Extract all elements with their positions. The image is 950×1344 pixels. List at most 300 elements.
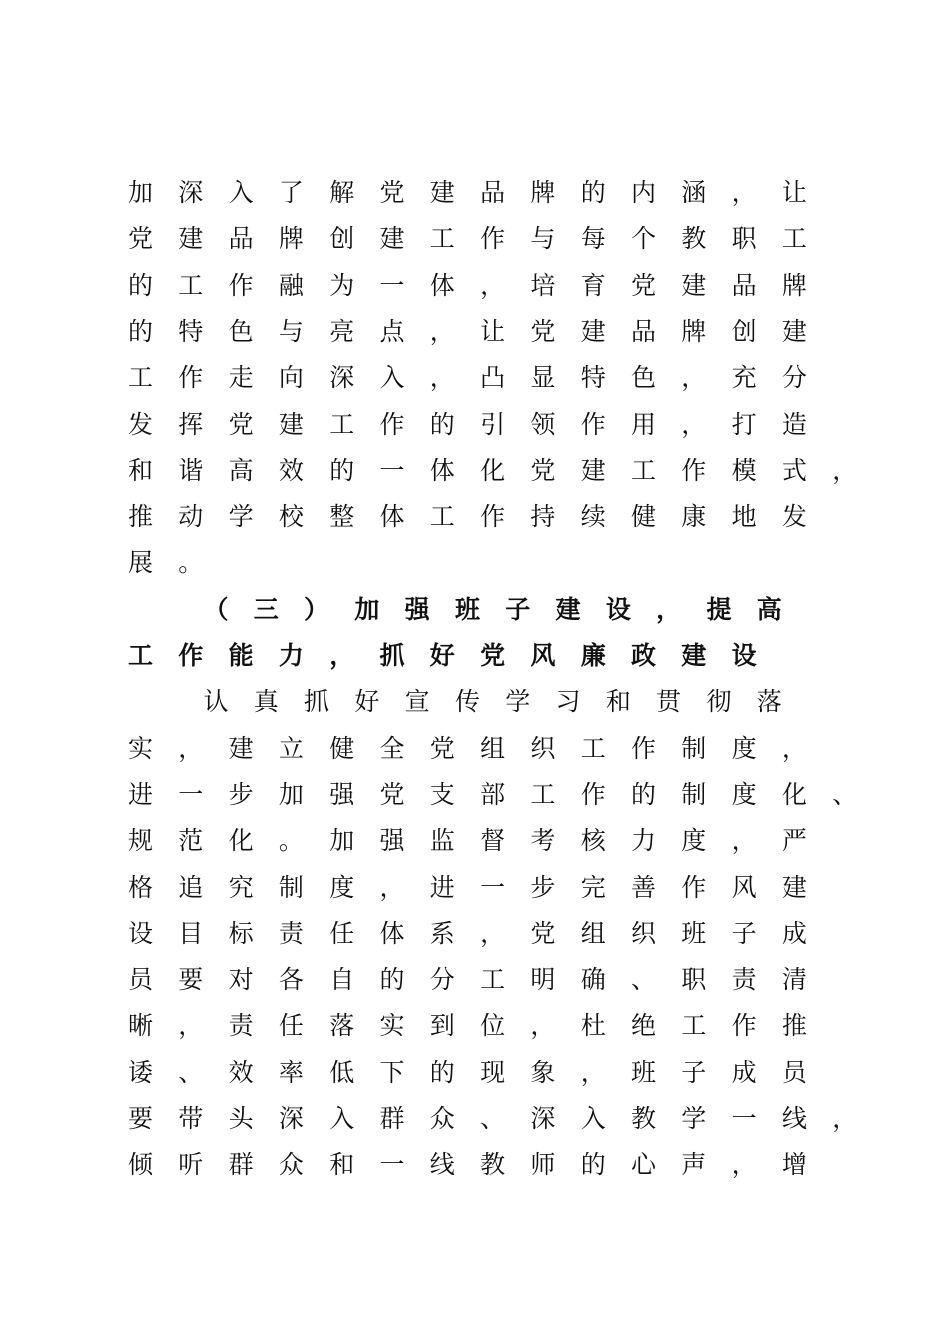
character: 建 — [580, 316, 606, 346]
character: 工 — [429, 224, 455, 254]
character: 位 — [480, 1011, 506, 1041]
character: 效 — [228, 1057, 254, 1087]
character: 动 — [178, 502, 204, 532]
character: 众 — [278, 1150, 304, 1180]
character: 特 — [580, 363, 606, 393]
character: 深 — [530, 1104, 556, 1133]
character: 和 — [605, 687, 631, 717]
character: 全 — [379, 733, 405, 763]
paragraph-line — [128, 494, 888, 540]
character: 学 — [681, 1104, 707, 1133]
character: 建 — [178, 224, 204, 254]
character: 班 — [681, 918, 707, 948]
character: 力 — [631, 826, 657, 856]
paragraph-line — [128, 726, 888, 772]
character: 抓 — [379, 641, 405, 670]
character: 设 — [128, 918, 154, 948]
character: 率 — [278, 1057, 304, 1087]
character: 倾 — [128, 1150, 154, 1180]
character: ， — [580, 1057, 606, 1087]
character: 度 — [681, 826, 707, 856]
character: 入 — [580, 1104, 606, 1133]
character: （ — [203, 594, 229, 624]
character: 织 — [530, 733, 556, 763]
paragraph-line — [128, 402, 888, 448]
character: 成 — [781, 918, 807, 948]
character: 心 — [631, 1150, 657, 1180]
character: 作 — [178, 363, 204, 393]
character: 众 — [429, 1104, 455, 1133]
character: 色 — [228, 316, 254, 346]
character: 好 — [354, 687, 380, 717]
character: ， — [530, 1011, 556, 1041]
character: 每 — [580, 224, 606, 254]
character: 清 — [781, 965, 807, 995]
character: 风 — [731, 872, 757, 902]
character: 进 — [128, 779, 154, 809]
character: 织 — [631, 918, 657, 948]
character: 色 — [631, 363, 657, 393]
character: 的 — [580, 1150, 606, 1180]
character: 的 — [631, 779, 657, 809]
character: 康 — [681, 502, 707, 532]
paragraph-line — [128, 911, 888, 957]
character: 增 — [781, 1150, 807, 1180]
character: 工 — [580, 733, 606, 763]
character: ， — [731, 826, 757, 856]
section-heading-line — [128, 633, 888, 679]
character: 了 — [278, 178, 304, 207]
character: 特 — [178, 316, 204, 346]
character: 深 — [178, 178, 204, 207]
character: 线 — [781, 1104, 807, 1133]
paragraph-line — [128, 818, 888, 864]
character: 工 — [429, 502, 455, 532]
character: 亮 — [329, 316, 355, 346]
character: 能 — [228, 641, 254, 670]
character: 好 — [429, 641, 455, 670]
character: 让 — [781, 178, 807, 207]
character: 员 — [781, 1057, 807, 1087]
character: 党 — [128, 224, 154, 254]
character: 建 — [278, 409, 304, 439]
character: 制 — [681, 779, 707, 809]
character: 善 — [631, 872, 657, 902]
character: 校 — [278, 502, 304, 532]
character: 力 — [278, 641, 304, 670]
character: 为 — [329, 270, 355, 300]
character: ， — [480, 270, 506, 300]
character: 牌 — [278, 224, 304, 254]
paragraph-line — [128, 448, 888, 494]
character: 、 — [832, 779, 858, 809]
character: 标 — [228, 918, 254, 948]
character: 。 — [178, 548, 204, 578]
character: 造 — [781, 409, 807, 439]
character: 党 — [530, 918, 556, 948]
character: 绝 — [631, 1011, 657, 1041]
character: 教 — [681, 224, 707, 254]
character: 子 — [681, 1057, 707, 1087]
character: 走 — [228, 363, 254, 393]
character: 班 — [454, 594, 480, 624]
character: 牌 — [530, 178, 556, 207]
paragraph-line — [128, 540, 888, 586]
character: 牌 — [781, 270, 807, 300]
character: 点 — [379, 316, 405, 346]
character: 习 — [555, 687, 581, 717]
character: 向 — [278, 363, 304, 393]
character: 一 — [178, 779, 204, 809]
section-heading-line — [128, 587, 888, 633]
character: 传 — [454, 687, 480, 717]
character: 入 — [228, 178, 254, 207]
character: 任 — [278, 1011, 304, 1041]
character: 现 — [480, 1057, 506, 1087]
character: 群 — [228, 1150, 254, 1180]
character: 显 — [530, 363, 556, 393]
character: 格 — [128, 872, 154, 902]
character: 强 — [329, 779, 355, 809]
character: 一 — [379, 1150, 405, 1180]
character: 风 — [530, 641, 556, 670]
character: 育 — [580, 270, 606, 300]
paragraph-line — [128, 1142, 888, 1188]
character: 续 — [580, 502, 606, 532]
character: 低 — [329, 1057, 355, 1087]
character: 的 — [429, 409, 455, 439]
character: 持 — [530, 502, 556, 532]
character: ， — [781, 733, 807, 763]
character: 宣 — [404, 687, 430, 717]
character: 核 — [580, 826, 606, 856]
character: 党 — [631, 270, 657, 300]
character: 责 — [278, 918, 304, 948]
character: 杜 — [580, 1011, 606, 1041]
character: 员 — [128, 965, 154, 995]
character: 建 — [681, 270, 707, 300]
character: 的 — [580, 178, 606, 207]
character: 立 — [278, 733, 304, 763]
character: 完 — [580, 872, 606, 902]
character: 解 — [329, 178, 355, 207]
character: 、 — [178, 1057, 204, 1087]
character: 发 — [781, 502, 807, 532]
character: 打 — [731, 409, 757, 439]
character: 下 — [379, 1057, 405, 1087]
character: 培 — [530, 270, 556, 300]
character: 制 — [681, 733, 707, 763]
character: 子 — [505, 594, 531, 624]
character: 度 — [731, 779, 757, 809]
character: 工 — [681, 1011, 707, 1041]
character: 深 — [278, 1104, 304, 1133]
character: 分 — [781, 363, 807, 393]
character: 一 — [379, 455, 405, 485]
character: 规 — [128, 826, 154, 856]
character: 督 — [480, 826, 506, 856]
character: ， — [178, 733, 204, 763]
character: 头 — [228, 1104, 254, 1133]
character: 诿 — [128, 1057, 154, 1087]
character: 作 — [580, 409, 606, 439]
character: 职 — [731, 224, 757, 254]
character: 党 — [530, 316, 556, 346]
character: ， — [329, 641, 355, 670]
paragraph-line — [128, 309, 888, 355]
character: 进 — [429, 872, 455, 902]
character: 发 — [128, 409, 154, 439]
character: 加 — [354, 594, 380, 624]
character: 化 — [228, 826, 254, 856]
character: 入 — [329, 1104, 355, 1133]
character: 作 — [178, 641, 204, 670]
character: 组 — [480, 733, 506, 763]
character: 推 — [128, 502, 154, 532]
character: 抓 — [304, 687, 330, 717]
character: 工 — [128, 641, 154, 670]
character: 整 — [329, 502, 355, 532]
character: 一 — [731, 1104, 757, 1133]
character: 学 — [228, 502, 254, 532]
character: 对 — [228, 965, 254, 995]
character: 加 — [278, 779, 304, 809]
character: 监 — [429, 826, 455, 856]
character: 个 — [631, 224, 657, 254]
character: 象 — [530, 1057, 556, 1087]
character: 引 — [480, 409, 506, 439]
character: 效 — [278, 455, 304, 485]
character: 自 — [329, 965, 355, 995]
character: 工 — [329, 409, 355, 439]
character: ， — [731, 1150, 757, 1180]
character: 品 — [228, 224, 254, 254]
character: 、 — [480, 1104, 506, 1133]
character: 认 — [203, 687, 229, 717]
character: 作 — [681, 455, 707, 485]
character: 一 — [379, 270, 405, 300]
character: 和 — [128, 455, 154, 485]
character: 实 — [379, 1011, 405, 1041]
character: 建 — [429, 178, 455, 207]
character: 工 — [781, 224, 807, 254]
character: 让 — [480, 316, 506, 346]
character: 步 — [530, 872, 556, 902]
character: 工 — [530, 779, 556, 809]
character: 廉 — [580, 641, 606, 670]
character: 建 — [379, 224, 405, 254]
character: 与 — [278, 316, 304, 346]
character: 目 — [178, 918, 204, 948]
character: 工 — [178, 270, 204, 300]
character: 和 — [329, 1150, 355, 1180]
character: ， — [656, 594, 682, 624]
character: 党 — [530, 455, 556, 485]
character: 度 — [731, 733, 757, 763]
character: ， — [832, 1104, 858, 1133]
character: 步 — [228, 779, 254, 809]
character: 班 — [631, 1057, 657, 1087]
character: ， — [681, 409, 707, 439]
character: 内 — [631, 178, 657, 207]
character: 考 — [530, 826, 556, 856]
character: ， — [832, 455, 858, 485]
character: ， — [178, 1011, 204, 1041]
character: 实 — [128, 733, 154, 763]
character: 建 — [580, 455, 606, 485]
character: ） — [304, 594, 330, 624]
character: 一 — [480, 872, 506, 902]
character: 创 — [731, 316, 757, 346]
character: 作 — [681, 872, 707, 902]
character: 的 — [379, 965, 405, 995]
character: 强 — [379, 826, 405, 856]
character: 作 — [480, 224, 506, 254]
character: ， — [480, 918, 506, 948]
character: 、 — [631, 965, 657, 995]
character: 体 — [429, 270, 455, 300]
character: 学 — [505, 687, 531, 717]
character: 子 — [731, 918, 757, 948]
character: 任 — [329, 918, 355, 948]
paragraph-line — [128, 170, 888, 216]
character: 加 — [128, 178, 154, 207]
character: 党 — [480, 641, 506, 670]
paragraph-line — [128, 355, 888, 401]
character: 建 — [555, 594, 581, 624]
character: 体 — [379, 918, 405, 948]
character: 追 — [178, 872, 204, 902]
character: 建 — [681, 641, 707, 670]
paragraph-line — [128, 1003, 888, 1049]
character: 牌 — [681, 316, 707, 346]
character: 推 — [781, 1011, 807, 1041]
character: 确 — [580, 965, 606, 995]
paragraph-line — [128, 1096, 888, 1142]
character: 涵 — [681, 178, 707, 207]
character: 的 — [329, 455, 355, 485]
character: 彻 — [706, 687, 732, 717]
character: 师 — [530, 1150, 556, 1180]
character: 党 — [429, 733, 455, 763]
character: 政 — [631, 641, 657, 670]
character: 要 — [128, 1104, 154, 1133]
character: 作 — [631, 733, 657, 763]
character: 高 — [756, 594, 782, 624]
character: 成 — [731, 1057, 757, 1087]
character: 贯 — [656, 687, 682, 717]
character: 党 — [379, 178, 405, 207]
character: 。 — [278, 826, 304, 856]
character: 体 — [379, 502, 405, 532]
character: 工 — [631, 455, 657, 485]
paragraph-line — [128, 679, 888, 725]
character: 品 — [731, 270, 757, 300]
paragraph-line — [128, 263, 888, 309]
character: 充 — [731, 363, 757, 393]
character: 真 — [253, 687, 279, 717]
character: ， — [681, 363, 707, 393]
character: 支 — [429, 779, 455, 809]
character: 范 — [178, 826, 204, 856]
character: 党 — [379, 779, 405, 809]
character: 严 — [781, 826, 807, 856]
character: 加 — [329, 826, 355, 856]
character: 到 — [429, 1011, 455, 1041]
paragraph-line — [128, 957, 888, 1003]
paragraph-line — [128, 865, 888, 911]
paragraph-line — [128, 216, 888, 262]
character: 凸 — [480, 363, 506, 393]
character: 高 — [228, 455, 254, 485]
character: 教 — [480, 1150, 506, 1180]
character: 的 — [128, 270, 154, 300]
character: 的 — [429, 1057, 455, 1087]
character: 落 — [756, 687, 782, 717]
character: 强 — [404, 594, 430, 624]
character: 作 — [480, 502, 506, 532]
character: 职 — [681, 965, 707, 995]
character: ， — [379, 872, 405, 902]
character: 化 — [480, 455, 506, 485]
character: 作 — [731, 1011, 757, 1041]
character: 用 — [631, 409, 657, 439]
character: 部 — [480, 779, 506, 809]
character: 群 — [379, 1104, 405, 1133]
character: 创 — [329, 224, 355, 254]
character: 听 — [178, 1150, 204, 1180]
character: 设 — [605, 594, 631, 624]
character: 作 — [379, 409, 405, 439]
character: ， — [429, 363, 455, 393]
character: 健 — [329, 733, 355, 763]
character: 度 — [329, 872, 355, 902]
character: 组 — [580, 918, 606, 948]
character: 体 — [429, 455, 455, 485]
character: 线 — [429, 1150, 455, 1180]
character: 晰 — [128, 1011, 154, 1041]
character: 责 — [228, 1011, 254, 1041]
character: 建 — [228, 733, 254, 763]
character: 各 — [278, 965, 304, 995]
character: 声 — [681, 1150, 707, 1180]
character: 展 — [128, 548, 154, 578]
character: 带 — [178, 1104, 204, 1133]
character: 工 — [128, 363, 154, 393]
character: 制 — [278, 872, 304, 902]
character: 作 — [580, 779, 606, 809]
character: 提 — [706, 594, 732, 624]
character: 深 — [329, 363, 355, 393]
character: 党 — [228, 409, 254, 439]
character: 教 — [631, 1104, 657, 1133]
character: 系 — [429, 918, 455, 948]
character: 地 — [731, 502, 757, 532]
character: 挥 — [178, 409, 204, 439]
character: 的 — [128, 316, 154, 346]
character: 究 — [228, 872, 254, 902]
character: 建 — [781, 316, 807, 346]
paragraph-line — [128, 1050, 888, 1096]
character: 领 — [530, 409, 556, 439]
character: 作 — [228, 270, 254, 300]
paragraph-line — [128, 772, 888, 818]
character: 分 — [429, 965, 455, 995]
character: ， — [429, 316, 455, 346]
character: 入 — [379, 363, 405, 393]
character: 品 — [480, 178, 506, 207]
character: 健 — [631, 502, 657, 532]
